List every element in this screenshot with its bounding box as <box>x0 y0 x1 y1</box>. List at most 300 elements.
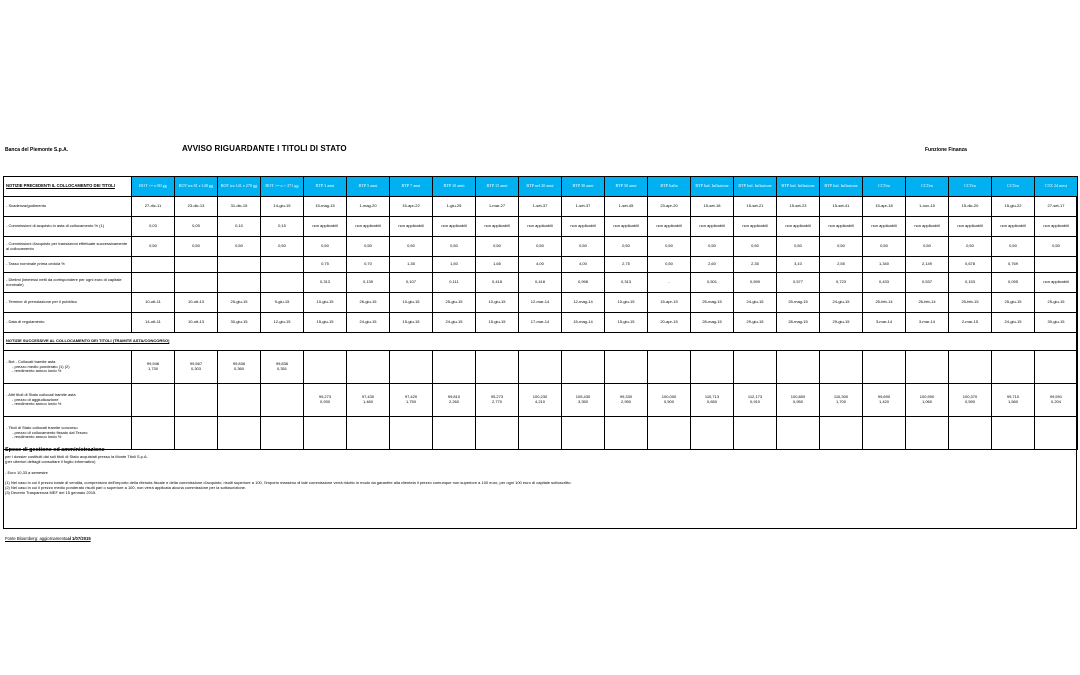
table-cell: 15-giu-22 <box>992 197 1035 217</box>
table-cell <box>175 384 218 417</box>
table-row <box>4 197 1078 217</box>
yield-value: 0,950 <box>792 399 803 404</box>
table-cell <box>261 273 304 293</box>
table-cell <box>734 351 777 384</box>
table-cell <box>218 257 261 273</box>
table-cell <box>992 384 1035 417</box>
table-cell: non applicabili <box>304 217 347 237</box>
table-cell: 0,418 <box>519 273 562 293</box>
price-value: 99,690 <box>877 394 891 400</box>
yield-value: 2,260 <box>448 399 459 404</box>
price-value: 100,230 <box>532 394 548 400</box>
table-cell <box>175 273 218 293</box>
table-cell: 28-mag-15 <box>777 313 820 333</box>
table-cell: non applicabili <box>1035 217 1078 237</box>
price-value: 99,273 <box>318 394 332 400</box>
column-header: CCTeu <box>949 177 992 197</box>
department-label: Funzione Finanza <box>925 147 967 153</box>
yield-value: 0,910 <box>749 399 760 404</box>
table-cell: 0,50 <box>175 237 218 257</box>
table-cell <box>390 417 433 450</box>
row-label-sub: - rendimento annuo lordo % <box>12 434 62 440</box>
column-header: BTP 15 anni <box>476 177 519 197</box>
price-value: 99,946 <box>146 361 160 367</box>
price-value: 110,713 <box>704 394 720 400</box>
source-date: al 1/07/2015 <box>67 536 91 541</box>
table-cell: 0,998 <box>562 273 605 293</box>
table-cell: 31-dic-15 <box>218 197 261 217</box>
column-header: CCTeu <box>906 177 949 197</box>
section-heading-before: NOTIZIE PRECEDENTI IL COLLOCAMENTO DEI TITOLI <box>4 177 132 197</box>
column-header: BTP 10 anni <box>433 177 476 197</box>
table-cell <box>132 417 175 450</box>
table-cell <box>992 351 1035 384</box>
table-cell <box>648 384 691 417</box>
column-header: BTP 50 anni <box>605 177 648 197</box>
yield-value: 1,730 <box>147 366 158 371</box>
table-cell: 15-giu-15 <box>476 313 519 333</box>
table-cell: 17-mar-14 <box>519 313 562 333</box>
table-cell <box>261 384 304 417</box>
page-title: AVVISO RIGUARDANTE I TITOLI DI STATO <box>182 144 347 153</box>
table-cell: 0,50 <box>734 237 777 257</box>
table-cell: 1,65 <box>476 257 519 273</box>
table-cell: 26-giu-15 <box>347 293 390 313</box>
table-cell <box>390 351 433 384</box>
table-cell: 10-giu-15 <box>304 293 347 313</box>
row-label: - Scadenza/godimento <box>4 197 132 217</box>
table-cell: 2,55 <box>820 257 863 273</box>
table-cell: 0,50 <box>863 237 906 257</box>
table-cell <box>605 417 648 450</box>
table-cell: 24-giu-15 <box>734 293 777 313</box>
column-header: CTZ 24 mesi <box>1035 177 1078 197</box>
yield-value: 2,950 <box>620 399 631 404</box>
table-cell: 0,313 <box>304 273 347 293</box>
table-row <box>4 273 1078 293</box>
table-cell: 15-dic-20 <box>949 197 992 217</box>
table-cell: non applicabili <box>949 217 992 237</box>
table-cell <box>175 351 218 384</box>
yield-value: 1,750 <box>405 399 416 404</box>
yield-value: 1,700 <box>835 399 846 404</box>
table-cell: 0,723 <box>820 273 863 293</box>
titoli-table <box>3 176 1078 450</box>
table-cell: non applicabili <box>648 217 691 237</box>
source-text: Fonte Bloomberg: aggiornamento <box>5 536 68 541</box>
table-cell <box>863 351 906 384</box>
yield-value: 0,360 <box>233 366 244 371</box>
row-label: - Data di regolamento <box>4 313 132 333</box>
table-cell <box>304 351 347 384</box>
yield-value: 4,210 <box>534 399 545 404</box>
table-cell: 25-feb-15 <box>949 293 992 313</box>
table-cell: 1-mar-27 <box>476 197 519 217</box>
notes-line: per i dossier costituiti dai soli titoli di Stato acquistati presso la Monte Titoli S.p.A. <box>5 454 148 460</box>
table-row <box>4 217 1078 237</box>
notes-line: - Euro 10,33 a semestre <box>5 469 48 475</box>
table-cell: non applicabili <box>691 217 734 237</box>
price-value: 99,836 <box>232 361 246 367</box>
table-cell: 15-apr-22 <box>390 197 433 217</box>
table-cell <box>691 417 734 450</box>
table-cell <box>863 417 906 450</box>
table-cell <box>605 351 648 384</box>
table-cell: 0,50 <box>648 237 691 257</box>
price-value: 99,836 <box>275 361 289 367</box>
table-cell: 4,00 <box>519 257 562 273</box>
table-cell: 15-mag-15 <box>304 197 347 217</box>
table-cell: 29-giu-15 <box>820 313 863 333</box>
table-cell: 25-giu-15 <box>992 293 1035 313</box>
row-label-main: - Altri titoli di Stato collocati tramite asta <box>6 392 76 398</box>
table-cell: non applicabili <box>605 217 648 237</box>
table-cell: 15-apr-18 <box>863 197 906 217</box>
table-cell <box>949 417 992 450</box>
column-header: BTP Ind. Inflazione <box>691 177 734 197</box>
table-cell: 1-set-37 <box>562 197 605 217</box>
table-cell <box>132 257 175 273</box>
table-cell <box>519 417 562 450</box>
table-cell: non applicabili <box>863 217 906 237</box>
table-cell: 1,340 <box>863 257 906 273</box>
footnote: (3) Decreto Trasparenza MEF del 15 gennaio 2015. <box>5 490 97 496</box>
table-cell: 14-giu-15 <box>261 197 304 217</box>
table-cell: 25-giu-15 <box>433 293 476 313</box>
table-cell: 0,418 <box>476 273 519 293</box>
price-value: 95,273 <box>490 394 504 400</box>
price-value: 97,420 <box>404 394 418 400</box>
table-cell: 25-giu-15 <box>218 293 261 313</box>
table-cell <box>691 384 734 417</box>
table-cell: 0,153 <box>949 273 992 293</box>
table-row <box>4 313 1078 333</box>
table-cell <box>132 273 175 293</box>
table-cell: 1-set-37 <box>519 197 562 217</box>
table-cell <box>906 351 949 384</box>
table-cell <box>562 384 605 417</box>
table-cell <box>820 417 863 450</box>
table-cell: 15-set-41 <box>820 197 863 217</box>
table-cell: 15-set-18 <box>691 197 734 217</box>
table-cell <box>1035 351 1078 384</box>
table-cell: 15-giu-15 <box>605 313 648 333</box>
notes-block <box>5 447 745 495</box>
table-cell: 0,05 <box>175 217 218 237</box>
column-header: BTP 30 anni <box>562 177 605 197</box>
price-value: 112,173 <box>747 394 763 400</box>
table-cell <box>261 417 304 450</box>
table-cell: 0,03 <box>132 217 175 237</box>
price-value: 99,330 <box>619 394 633 400</box>
table-cell <box>347 417 390 450</box>
table-cell: 25-mag-15 <box>691 293 734 313</box>
table-row <box>4 351 1078 384</box>
table-cell: non applicabili <box>992 217 1035 237</box>
price-value: 99,567 <box>189 361 203 367</box>
table-cell: 15-giu-15 <box>390 313 433 333</box>
table-cell: 0,433 <box>863 273 906 293</box>
table-cell: 3,10 <box>777 257 820 273</box>
table-cell <box>906 384 949 417</box>
table-cell <box>820 384 863 417</box>
table-cell <box>433 384 476 417</box>
table-row <box>4 417 1078 450</box>
table-cell <box>132 384 175 417</box>
table-cell: 0,50 <box>777 237 820 257</box>
table-cell: 0,50 <box>820 237 863 257</box>
column-header: BTP Italia <box>648 177 691 197</box>
row-label <box>4 417 132 450</box>
table-cell <box>863 384 906 417</box>
table-cell <box>777 417 820 450</box>
table-cell: 15-set-21 <box>734 197 777 217</box>
table-cell: - <box>648 273 691 293</box>
table-cell: non applicabili <box>906 217 949 237</box>
table-cell: 0,50 <box>347 237 390 257</box>
column-header: BOT <= o 80 gg <box>132 177 175 197</box>
table-cell: 0,50 <box>691 237 734 257</box>
table-header-row <box>4 177 1078 197</box>
table-cell: 24-giu-15 <box>347 313 390 333</box>
table-cell: 26-feb-14 <box>906 293 949 313</box>
column-header: BTP nel 20 anni <box>519 177 562 197</box>
table-cell: 3-mar-14 <box>906 313 949 333</box>
table-cell: 25-feb-14 <box>863 293 906 313</box>
table-cell: 1-giu-25 <box>433 197 476 217</box>
table-cell: 0,678 <box>949 257 992 273</box>
table-cell <box>390 384 433 417</box>
table-cell: 10-giu-15 <box>390 293 433 313</box>
table-cell: 0,50 <box>992 237 1035 257</box>
price-value: 110,300 <box>833 394 849 400</box>
table-cell <box>218 273 261 293</box>
table-cell: 15-set-23 <box>777 197 820 217</box>
table-cell: 0,50 <box>605 237 648 257</box>
column-header: BTP 5 anni <box>347 177 390 197</box>
table-cell: non applicabili <box>777 217 820 237</box>
source-note <box>5 536 91 541</box>
table-cell: 2,35 <box>734 257 777 273</box>
table-row <box>4 293 1078 313</box>
table-cell: non applicabili <box>433 217 476 237</box>
table-cell: 3-mar-14 <box>863 313 906 333</box>
row-label-main: - Titoli di Stato collocati tramite concorso <box>6 425 78 431</box>
table-row <box>4 237 1078 257</box>
row-label <box>4 384 132 417</box>
table-cell: 1-set-45 <box>605 197 648 217</box>
table-cell: 27-dic-11 <box>132 197 175 217</box>
table-cell: non applicabili <box>390 217 433 237</box>
table-cell: 0,50 <box>476 237 519 257</box>
table-cell: 0,70 <box>347 257 390 273</box>
yield-value: 0,303 <box>190 366 201 371</box>
table-cell: 9-giu-15 <box>261 293 304 313</box>
table-cell: 15-giu-15 <box>304 313 347 333</box>
row-label <box>4 351 132 384</box>
table-cell <box>218 417 261 450</box>
column-header: BOT tra 81 e 140 gg <box>175 177 218 197</box>
row-label-sub: - prezzo di collocamento fissato dal Tesoro <box>12 429 88 435</box>
table-cell: 0,50 <box>648 257 691 273</box>
table-cell: 0,095 <box>992 273 1035 293</box>
table-cell: 0,15 <box>261 217 304 237</box>
table-cell: 24-giu-15 <box>820 293 863 313</box>
table-cell: 24-giu-15 <box>433 313 476 333</box>
table-cell: 10-ott-13 <box>175 313 218 333</box>
footnote: (1) Nel caso in cui il prezzo totale di vendita, comprensivo dell'importo della ritenuta fiscale e della commissione d'acquisto, risulti superiore a 100, l'importo massimo di tale commissione verrà ridotto in modo da garantire alla clientela il prezzo comunque non superiore a 100 euro, per ogni 100 euro di capitale sottoscritto. <box>5 479 572 485</box>
table-cell: 0,50 <box>949 237 992 257</box>
table-cell <box>261 257 304 273</box>
column-header: BTP 3 anni <box>304 177 347 197</box>
table-cell: 0,139 <box>347 273 390 293</box>
column-header: BTP Ind. Inflazione <box>820 177 863 197</box>
table-cell: 0,10 <box>218 217 261 237</box>
table-cell: non applicabili <box>519 217 562 237</box>
column-header: CCTeu <box>992 177 1035 197</box>
table-cell: non applicabili <box>734 217 777 237</box>
yield-value: 0,204 <box>1050 399 1061 404</box>
yield-value: 0,930 <box>319 399 330 404</box>
table-cell <box>476 351 519 384</box>
table-cell <box>347 384 390 417</box>
price-value: 105,430 <box>575 394 591 400</box>
table-cell <box>1035 257 1078 273</box>
row-label: - Commissioni d'acquisto per transazioni effettuate successivamente al collocamento <box>4 237 132 257</box>
table-cell <box>777 384 820 417</box>
row-label: - Dietimi (interessi netti da corrispondere per ogni euro di capitale nominale) <box>4 273 132 293</box>
table-cell <box>519 351 562 384</box>
table-cell: 12-mag-14 <box>562 293 605 313</box>
price-value: 100,800 <box>790 394 806 400</box>
table-cell <box>175 257 218 273</box>
yield-value: 1,460 <box>362 399 373 404</box>
table-cell: 2,149 <box>906 257 949 273</box>
row-label-sub: - rendimento annuo lordo % <box>12 368 62 374</box>
table-cell: 0,50 <box>1035 237 1078 257</box>
table-cell: 12-giu-15 <box>261 313 304 333</box>
table-cell: non applicabili <box>1035 273 1078 293</box>
table-cell: 4,00 <box>562 257 605 273</box>
table-cell: 0,599 <box>734 273 777 293</box>
table-cell: 29-giu-15 <box>734 313 777 333</box>
table-cell <box>519 384 562 417</box>
table-cell <box>605 384 648 417</box>
table-cell <box>218 351 261 384</box>
table-cell <box>562 351 605 384</box>
table-cell: 0,50 <box>390 237 433 257</box>
price-value: 99,710 <box>1006 394 1020 400</box>
table-cell: 1,50 <box>433 257 476 273</box>
notes-heading: Spese di gestione ed amministrazione <box>5 447 105 453</box>
column-header: BOT tra 141 e 270 gg <box>218 177 261 197</box>
table-cell: 30-giu-15 <box>218 313 261 333</box>
table-cell: 15-mag-14 <box>562 313 605 333</box>
yield-value: 1,420 <box>878 399 889 404</box>
table-cell <box>1035 384 1078 417</box>
yield-value: 1,060 <box>921 399 932 404</box>
table-cell <box>304 384 347 417</box>
table-cell: 2,75 <box>605 257 648 273</box>
table-cell <box>648 351 691 384</box>
table-cell <box>347 351 390 384</box>
table-cell: 0,50 <box>433 237 476 257</box>
table-cell: 25-giu-15 <box>1035 293 1078 313</box>
yield-value: 1,560 <box>1007 399 1018 404</box>
column-header: BOT >= o > 271 gg <box>261 177 304 197</box>
table-cell <box>433 417 476 450</box>
row-label: - Tasso nominale prima cedola % <box>4 257 132 273</box>
table-cell: 0,50 <box>906 237 949 257</box>
table-cell: 15-apr-15 <box>648 293 691 313</box>
yield-value: 3,350 <box>577 399 588 404</box>
table-cell: 27-set-17 <box>1035 197 1078 217</box>
table-cell: 0,50 <box>261 237 304 257</box>
column-header: BTP Ind. Inflazione <box>734 177 777 197</box>
table-cell: 24-giu-15 <box>992 313 1035 333</box>
table-cell: 2-mar-15 <box>949 313 992 333</box>
table-cell <box>218 384 261 417</box>
table-cell: 23-dic-13 <box>175 197 218 217</box>
table-cell <box>1035 417 1078 450</box>
table-cell <box>132 351 175 384</box>
table-cell <box>734 417 777 450</box>
row-label: - Commissioni di acquisto in asta di collocamento % (1) <box>4 217 132 237</box>
yield-value: 0,650 <box>706 399 717 404</box>
table-cell <box>433 351 476 384</box>
table-cell: 0,50 <box>304 237 347 257</box>
price-value: 99,810 <box>447 394 461 400</box>
bank-name: Banca del Piemonte S.p.A. <box>5 147 69 153</box>
table-cell <box>261 351 304 384</box>
row-label-sub: - rendimento annuo lordo % <box>12 401 62 407</box>
table-cell: 14-ott-11 <box>132 313 175 333</box>
table-cell: 0,107 <box>390 273 433 293</box>
yield-value: 2,770 <box>491 399 502 404</box>
row-label-main: - Bot - Collocati tramite asta <box>6 359 56 365</box>
table-cell <box>476 384 519 417</box>
table-cell <box>734 384 777 417</box>
row-label-sub: - prezzo medio ponderato (1) (2) <box>12 363 70 369</box>
table-cell <box>949 384 992 417</box>
table-cell: 2,60 <box>691 257 734 273</box>
price-value: 100,000 <box>661 394 677 400</box>
table-cell <box>691 351 734 384</box>
table-cell: 0,537 <box>906 273 949 293</box>
table-cell: 10-ott-11 <box>132 293 175 313</box>
table-row <box>4 257 1078 273</box>
table-cell: 0,577 <box>777 273 820 293</box>
table-cell <box>304 417 347 450</box>
table-cell <box>992 417 1035 450</box>
column-header: BTP 7 anni <box>390 177 433 197</box>
table-cell: 28-mag-15 <box>691 313 734 333</box>
table-cell <box>777 351 820 384</box>
table-cell: 0,501 <box>691 273 734 293</box>
table-cell: 0,50 <box>132 237 175 257</box>
table-cell: 30-giu-15 <box>1035 313 1078 333</box>
table-cell <box>949 351 992 384</box>
table-cell: 0,50 <box>519 237 562 257</box>
yield-value: 0,351 <box>276 366 287 371</box>
table-cell: 0,50 <box>218 237 261 257</box>
table-cell: 1,35 <box>390 257 433 273</box>
table-cell: 10-giu-15 <box>476 293 519 313</box>
column-header: BTP Ind. Inflazione <box>777 177 820 197</box>
table-cell: 10-giu-15 <box>605 293 648 313</box>
table-cell: non applicabili <box>347 217 390 237</box>
yield-value: 0,590 <box>964 399 975 404</box>
